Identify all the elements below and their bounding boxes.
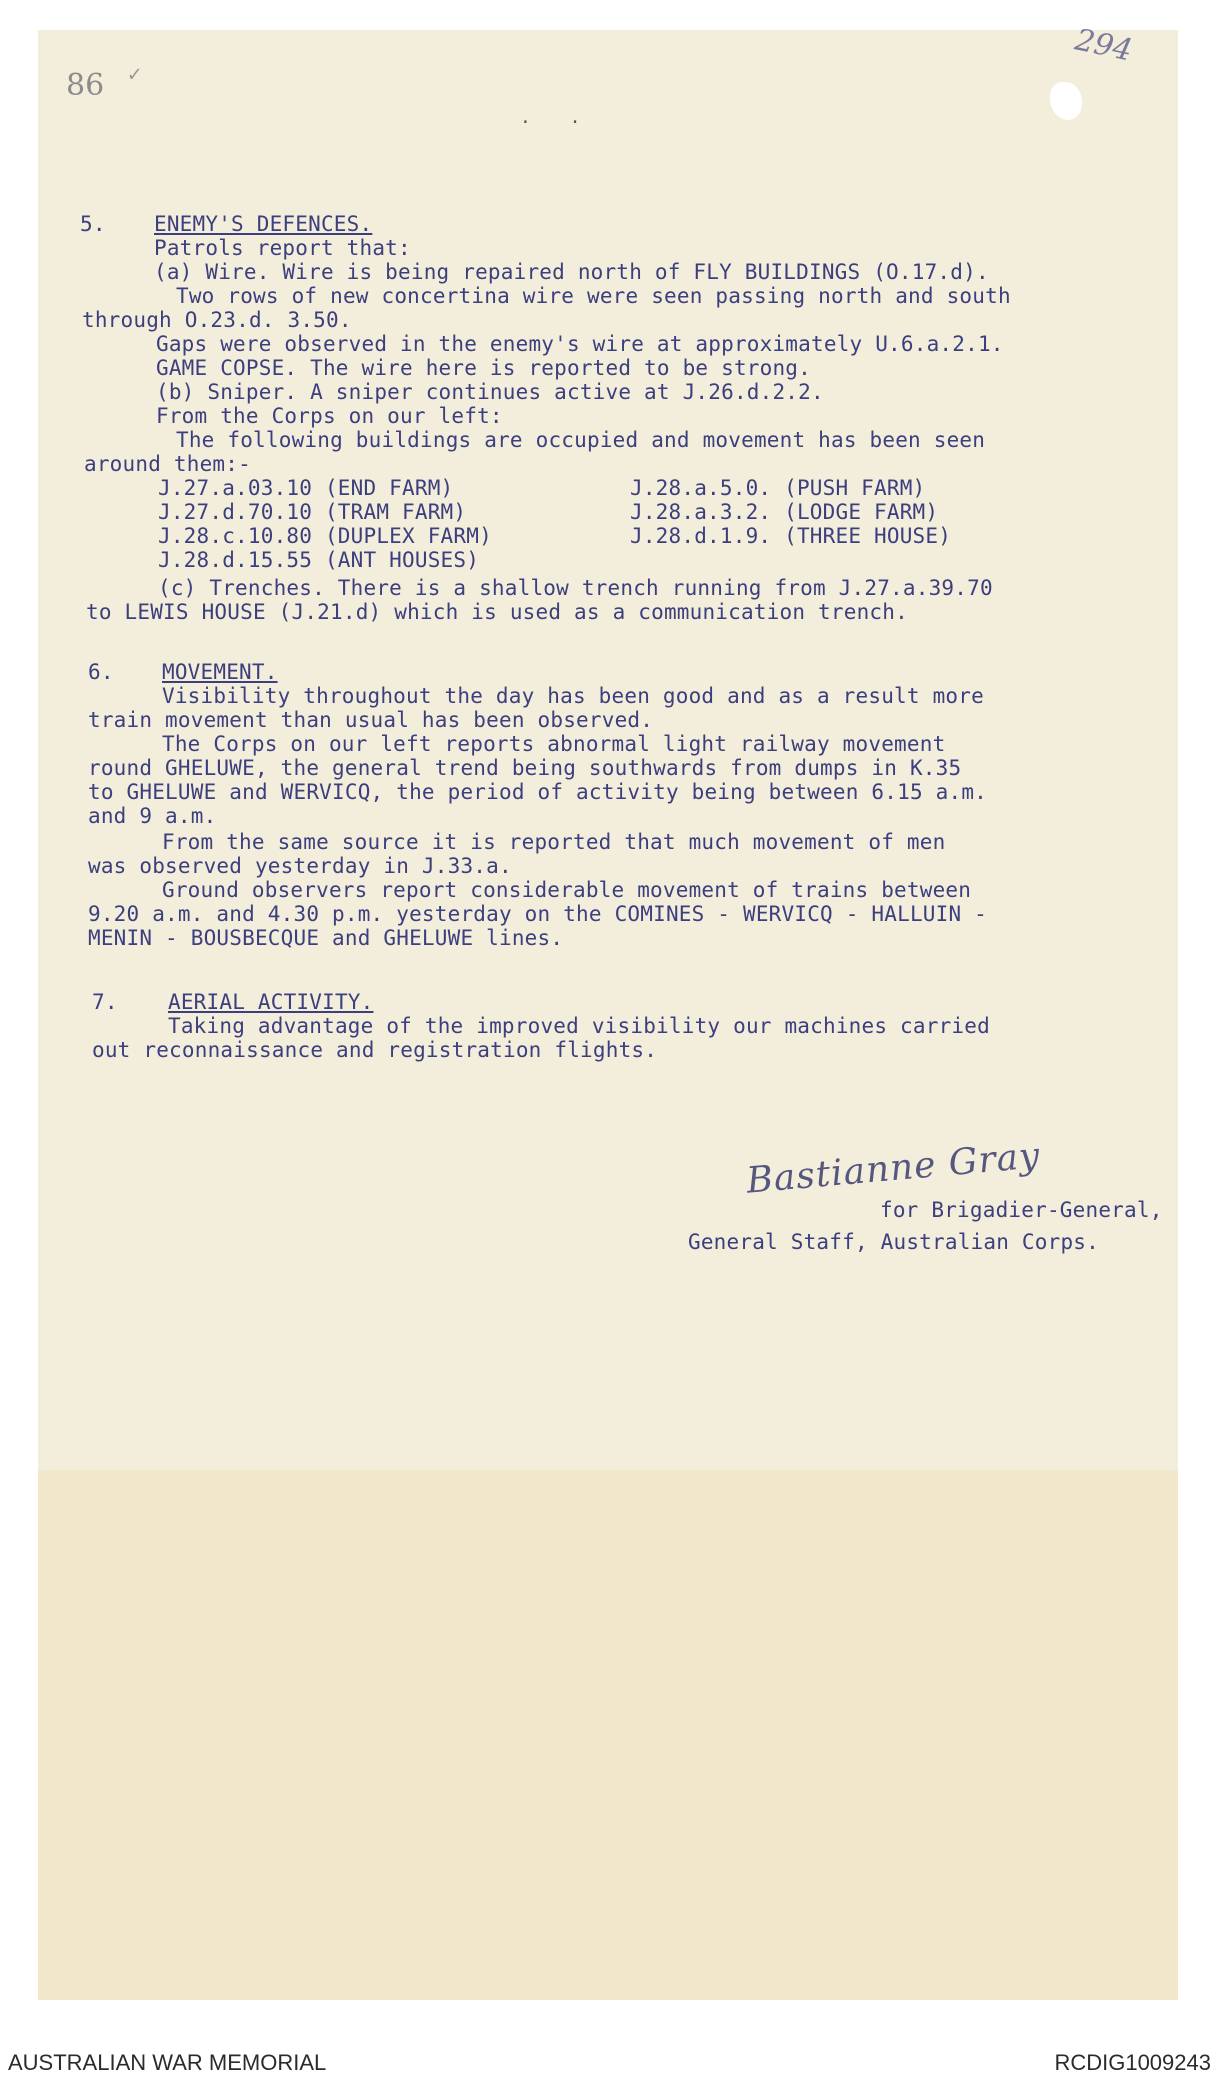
section-6-line: 9.20 a.m. and 4.30 p.m. yesterday on the COMINES - WERVICQ - HALLUIN - [88, 902, 988, 926]
footer-record-id: RCDIG1009243 [1054, 2050, 1211, 2075]
section-6-line: From the same source it is reported that much movement of men [162, 830, 946, 854]
section-7-number: 7. [92, 990, 118, 1014]
section-5-number: 5. [80, 212, 106, 236]
section-5-line: Patrols report that: [154, 236, 411, 260]
folio-number: 86 [66, 68, 105, 103]
section-6-line: to GHELUWE and WERVICQ, the period of activity being between 6.15 a.m. [88, 780, 988, 804]
section-7-line: Taking advantage of the improved visibility our machines carried [168, 1014, 990, 1038]
section-7-line: out reconnaissance and registration flights. [92, 1038, 658, 1062]
section-6-line: The Corps on our left reports abnormal light railway movement [162, 732, 946, 756]
building-right: J.28.d.1.9. (THREE HOUSE) [630, 524, 952, 548]
section-6-line: train movement than usual has been observed. [88, 708, 654, 732]
building-left: J.28.d.15.55 (ANT HOUSES) [158, 548, 480, 572]
section-5-line: (a) Wire. Wire is being repaired north of FLY BUILDINGS (O.17.d). [154, 260, 989, 284]
section-7-heading: AERIAL ACTIVITY. [168, 990, 374, 1014]
section-6-heading: MOVEMENT. [162, 660, 278, 684]
section-6-line: Ground observers report considerable movement of trains between [162, 878, 972, 902]
building-left: J.27.a.03.10 (END FARM) [158, 476, 454, 500]
handwritten-signature: Bastianne Gray [744, 1135, 1042, 1202]
section-5-line: GAME COPSE. The wire here is reported to be strong. [156, 356, 811, 380]
section-6-line: was observed yesterday in J.33.a. [88, 854, 512, 878]
section-5-line: Two rows of new concertina wire were seen passing north and south [176, 284, 1011, 308]
section-6-line: round GHELUWE, the general trend being southwards from dumps in K.35 [88, 756, 962, 780]
section-5-line: The following buildings are occupied and movement has been seen [176, 428, 986, 452]
section-6-line: Visibility throughout the day has been good and as a result more [162, 684, 984, 708]
section-6-line: MENIN - BOUSBECQUE and GHELUWE lines. [88, 926, 564, 950]
footer-institution: AUSTRALIAN WAR MEMORIAL [8, 2050, 327, 2075]
building-left: J.27.d.70.10 (TRAM FARM) [158, 500, 467, 524]
corner-page-number: 294 [1071, 22, 1136, 69]
section-5-line: (b) Sniper. A sniper continues active at J.26.d.2.2. [156, 380, 824, 404]
section-6-line: and 9 a.m. [88, 804, 217, 828]
section-5-line: Gaps were observed in the enemy's wire at approximately U.6.a.2.1. [156, 332, 1004, 356]
building-left: J.28.c.10.80 (DUPLEX FARM) [158, 524, 492, 548]
section-5-line: to LEWIS HOUSE (J.21.d) which is used as a communication trench. [86, 600, 908, 624]
building-right: J.28.a.3.2. (LODGE FARM) [630, 500, 939, 524]
section-5-heading: ENEMY'S DEFENCES. [154, 212, 373, 236]
building-right: J.28.a.5.0. (PUSH FARM) [630, 476, 926, 500]
section-6-number: 6. [88, 660, 114, 684]
section-5-line: (c) Trenches. There is a shallow trench running from J.27.a.39.70 [158, 576, 993, 600]
signature-staff: General Staff, Australian Corps. [688, 1230, 1099, 1254]
punch-dots: · · [520, 112, 595, 133]
signature-rank: for Brigadier-General, [880, 1198, 1163, 1222]
section-5-line: through O.23.d. 3.50. [82, 308, 352, 332]
section-5-line: around them:- [84, 452, 251, 476]
section-5-line: From the Corps on our left: [156, 404, 503, 428]
folio-tick-mark: ✓ [128, 62, 142, 87]
document-backing [38, 1470, 1178, 2000]
